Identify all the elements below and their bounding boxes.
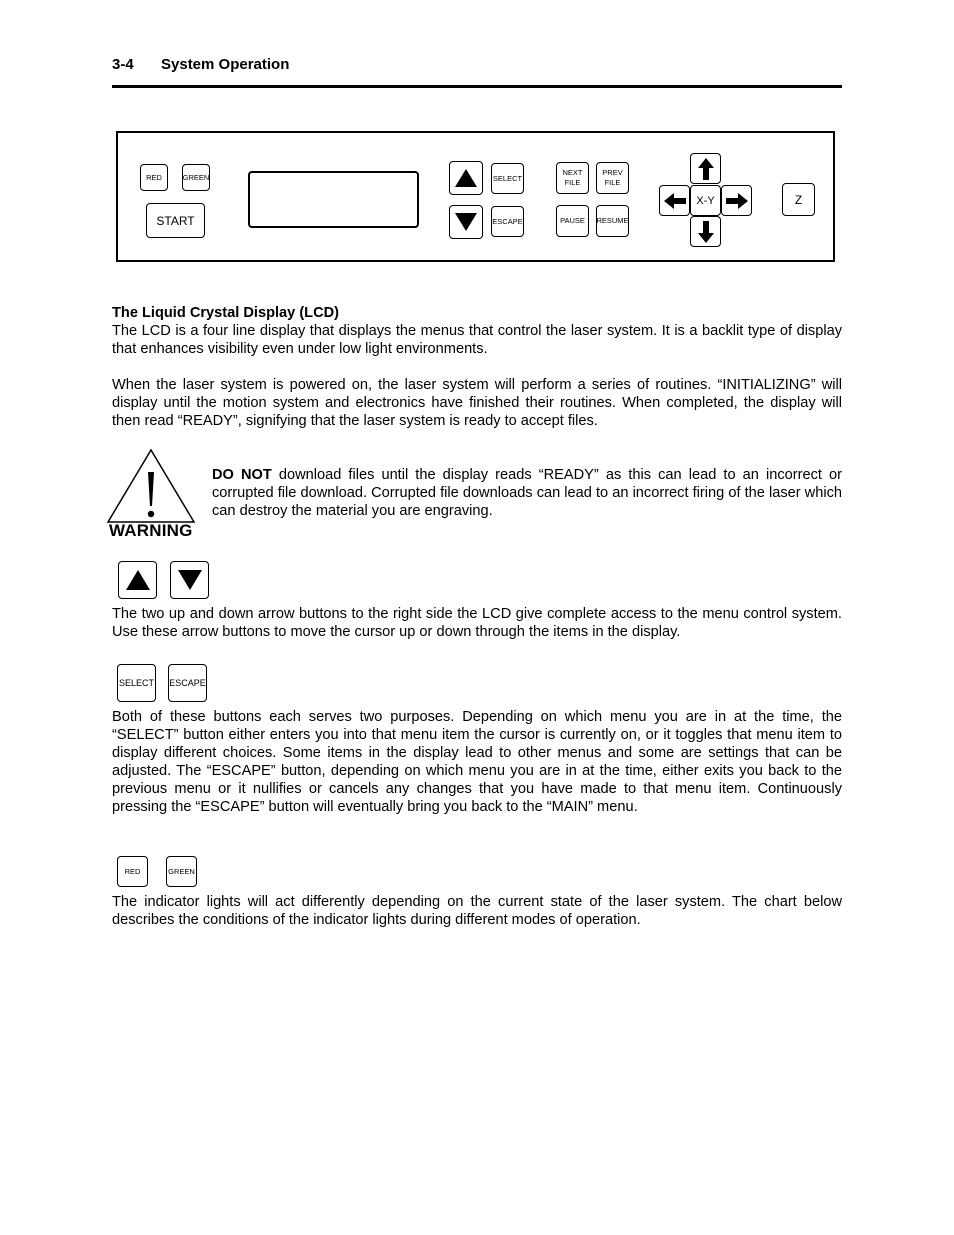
next-file-line2: FILE — [564, 178, 581, 187]
move-down-arrow-icon — [697, 220, 715, 244]
panel-next-file-button — [556, 162, 589, 194]
panel-pause-button: PAUSE — [556, 205, 589, 237]
move-right-arrow-icon — [725, 192, 749, 210]
panel-xy-button: X-Y — [690, 185, 721, 216]
warning-label: WARNING — [109, 521, 193, 540]
move-left-arrow-icon — [663, 192, 687, 210]
select-button: SELECT — [117, 664, 156, 702]
up-arrow-icon — [454, 168, 478, 188]
panel-green-button: GREEN — [182, 164, 210, 191]
panel-prev-file-button — [596, 162, 629, 194]
panel-up-move-button — [690, 153, 721, 184]
up-arrow-button — [118, 561, 157, 599]
panel-escape-button: ESCAPE — [491, 206, 524, 237]
section-number: 3-4 — [112, 56, 134, 73]
warning-body: download files until the display reads “READY” as this can lead to an incorrect or corrupted file download. Corrupted file downloads can lead to an incorrect firing of the laser which can destroy the material you are engraving. — [212, 467, 842, 519]
warning-triangle-icon — [106, 448, 202, 528]
panel-down-move-button — [690, 216, 721, 247]
select-escape-paragraph: Both of these buttons each serves two purposes. Depending on which menu you are in at the time, the “SELECT” button either enters you into that menu item the cursor is currently on, or it toggles that menu item to display different choices. Some items in the display lead to other menus and some are settings that can be adjusted. The “ESCAPE” button, depending on which menu you are in at the time, either exits you back to the previous menu or it nullifies or cancels any changes that you have made to that menu item. Continuously pressing the “ESCAPE” button will eventually bring you back to the “MAIN” menu. — [112, 709, 842, 815]
indicator-paragraph: The indicator lights will act differently depending on the current state of the laser system. The chart below describes the conditions of the indicator lights during different modes of operation. — [112, 894, 842, 928]
header-rule — [112, 85, 842, 88]
panel-lcd-display — [248, 171, 419, 228]
panel-red-button: RED — [140, 164, 168, 191]
move-up-arrow-icon — [697, 157, 715, 181]
next-file-line1: NEXT — [562, 168, 583, 177]
panel-right-move-button — [721, 185, 752, 216]
prev-file-line1: PREV — [602, 168, 623, 177]
down-arrow-icon — [177, 569, 203, 591]
warning-bold: DO NOT — [212, 467, 272, 483]
panel-up-arrow-button — [449, 161, 483, 195]
down-arrow-icon — [454, 212, 478, 232]
section-title: System Operation — [161, 56, 290, 73]
red-indicator: RED — [117, 856, 148, 887]
prev-file-line2: FILE — [604, 178, 621, 187]
panel-start-button: START — [146, 203, 205, 238]
panel-select-button: SELECT — [491, 163, 524, 194]
up-arrow-icon — [125, 569, 151, 591]
down-arrow-button — [170, 561, 209, 599]
warning-text — [212, 466, 842, 520]
panel-down-arrow-button — [449, 205, 483, 239]
escape-button: ESCAPE — [168, 664, 207, 702]
lcd-paragraph-2: When the laser system is powered on, the laser system will perform a series of routines. “INITIALIZING” will display until the motion system and electronics have finished their routines. When completed, the display will then read “READY”, signifying that the laser system is ready to accept files. — [112, 377, 842, 429]
panel-z-button: Z — [782, 183, 815, 216]
green-indicator: GREEN — [166, 856, 197, 887]
arrows-paragraph: The two up and down arrow buttons to the right side the LCD give complete access to the menu control system. Use these arrow buttons to move the cursor up or down through the items in the display. — [112, 606, 842, 640]
lcd-paragraph-1: The LCD is a four line display that displays the menus that control the laser system. It is a backlit type of display that enhances visibility even under low light environments. — [112, 323, 842, 357]
lcd-heading: The Liquid Crystal Display (LCD) — [112, 305, 340, 321]
panel-resume-button: RESUME — [596, 205, 629, 237]
panel-left-move-button — [659, 185, 690, 216]
